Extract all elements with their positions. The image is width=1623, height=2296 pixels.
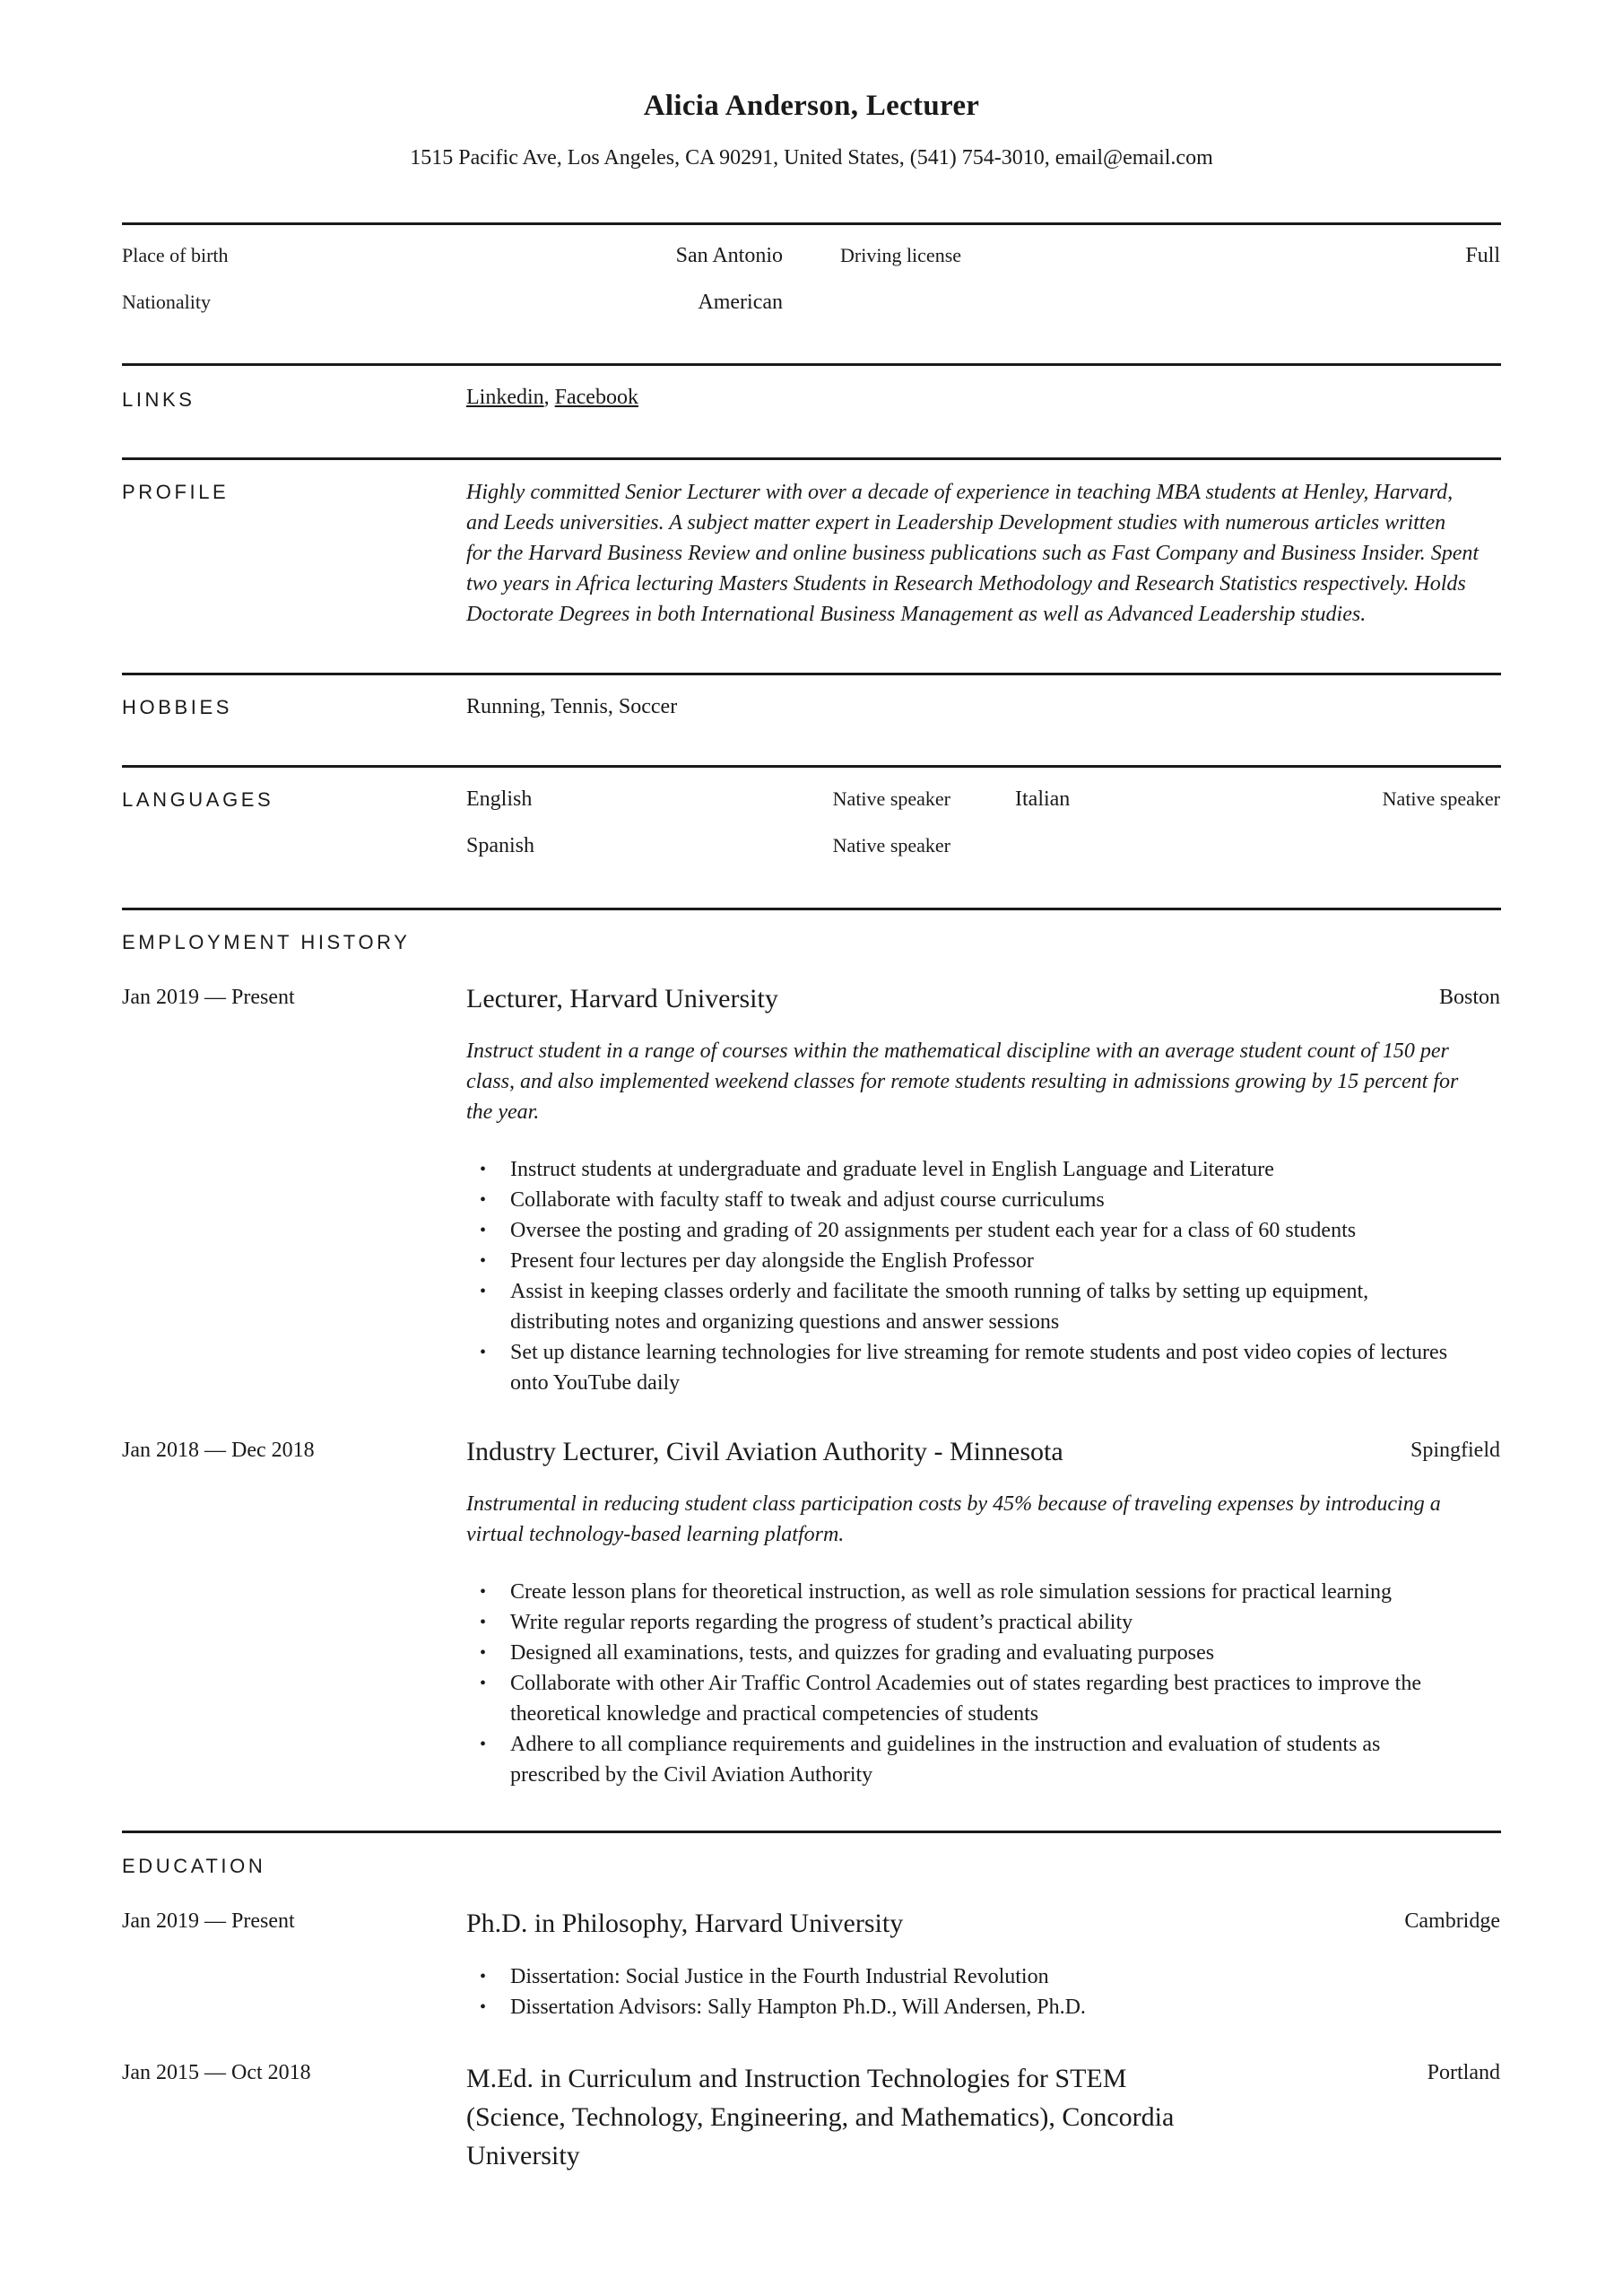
list-item — [466, 1276, 1506, 1337]
list-item-text: Instruct students at undergraduate and graduate level in English Language and Literature — [510, 1158, 1274, 1181]
profile-line: for the Harvard Business Review and online business publications such as Fast Company and Business Insider. Spent — [466, 542, 1480, 565]
job-bullets — [466, 1154, 1506, 1398]
profile-line: and Leeds universities. A subject matter expert in Leadership Development studies with numerous articles written — [466, 511, 1446, 535]
resume-header — [0, 90, 1623, 170]
summary-line: class, and also implemented weekend classes for remote students resulting in admissions growing by 15 percent for — [466, 1070, 1459, 1093]
summary-line: Instrumental in reducing student class participation costs by 45% because of traveling expenses by introducing a — [466, 1492, 1441, 1516]
divider — [122, 765, 1501, 768]
facebook-link[interactable]: Facebook — [554, 386, 638, 409]
education-bullets — [466, 1961, 1506, 2022]
list-item — [466, 1185, 1506, 1215]
divider — [122, 673, 1501, 675]
education-location: Cambridge — [1404, 1909, 1500, 1933]
job-title: Lecturer, Harvard University — [466, 984, 778, 1013]
divider — [122, 363, 1501, 366]
profile-text — [466, 477, 1506, 630]
nationality-value: American — [698, 291, 783, 314]
degree-title — [466, 2059, 1174, 2175]
summary-line: the year. — [466, 1100, 540, 1124]
education-dates: Jan 2019 — Present — [122, 1909, 295, 1933]
list-item-text: Present four lectures per day alongside the English Professor — [510, 1249, 1034, 1273]
list-item-text: Dissertation Advisors: Sally Hampton Ph.D., Will Andersen, Ph.D. — [510, 1996, 1086, 2019]
links-list — [466, 386, 638, 410]
degree-title: Ph.D. in Philosophy, Harvard University — [466, 1909, 904, 1938]
links-section-label: LINKS — [122, 388, 195, 411]
list-item-text: onto YouTube daily — [510, 1371, 681, 1395]
job-location: Spingfield — [1410, 1439, 1500, 1462]
place-of-birth-label: Place of birth — [122, 244, 229, 266]
languages-section-label: LANGUAGES — [122, 788, 274, 811]
list-item — [466, 1638, 1506, 1668]
driving-license-label: Driving license — [840, 244, 962, 266]
list-item — [466, 1668, 1506, 1729]
list-item-text: Create lesson plans for theoretical instruction, as well as role simulation sessions for practical learning — [510, 1580, 1393, 1604]
list-item-text: Dissertation: Social Justice in the Fourth Industrial Revolution — [510, 1965, 1049, 1988]
profile-line: Doctorate Degrees in both International Business Management as well as Advanced Leadership studies. — [466, 603, 1367, 626]
place-of-birth-value: San Antonio — [675, 244, 783, 267]
driving-license-value: Full — [1465, 244, 1500, 267]
divider — [122, 1831, 1501, 1833]
job-bullets — [466, 1577, 1506, 1790]
job-dates: Jan 2019 — Present — [122, 986, 295, 1009]
job-summary — [466, 1489, 1506, 1550]
list-item — [466, 1337, 1506, 1398]
list-item — [466, 1729, 1506, 1790]
divider — [122, 222, 1501, 225]
profile-line: Highly committed Senior Lecturer with over a decade of experience in teaching MBA students at Henley, Harvard, — [466, 481, 1454, 504]
job-summary — [466, 1036, 1506, 1127]
hobbies-value: Running, Tennis, Soccer — [466, 695, 678, 718]
language-name: Italian — [1015, 787, 1071, 811]
list-item — [466, 1961, 1506, 1992]
profile-section-label: PROFILE — [122, 481, 230, 503]
list-item-text: • Collaborate with other Air Traffic Control Academies out of states regarding best practices to improve the — [510, 1672, 1421, 1695]
job-dates: Jan 2018 — Dec 2018 — [122, 1439, 315, 1462]
list-item — [466, 1215, 1506, 1246]
degree-title-line: (Science, Technology, Engineering, and Mathematics), Concordia — [466, 2102, 1175, 2132]
language-level: Native speaker — [832, 787, 950, 810]
summary-line: Instruct student in a range of courses within the mathematical discipline with an average student count of 150 per — [466, 1039, 1449, 1063]
employment-section-label: EMPLOYMENT HISTORY — [122, 931, 411, 953]
degree-title-line: University — [466, 2141, 580, 2170]
list-item — [466, 1577, 1506, 1607]
list-item — [466, 1246, 1506, 1276]
degree-title-line: M.Ed. in Curriculum and Instruction Technologies for STEM — [466, 2064, 1127, 2093]
job-title: Industry Lecturer, Civil Aviation Authority - Minnesota — [466, 1437, 1063, 1466]
candidate-name: Alicia Anderson, Lecturer — [643, 90, 980, 122]
linkedin-link[interactable]: Linkedin — [466, 386, 544, 409]
nationality-label: Nationality — [122, 291, 211, 313]
job-location: Boston — [1438, 986, 1500, 1009]
profile-line: two years in Africa lecturing Masters Students in Research Methodology and Research Statistics respectively. Holds — [466, 572, 1466, 596]
education-section-label: EDUCATION — [122, 1855, 266, 1877]
language-name: Spanish — [466, 834, 535, 857]
list-item-text: prescribed by the Civil Aviation Authority — [510, 1763, 873, 1787]
divider — [122, 457, 1501, 460]
summary-line: virtual technology-based learning platform. — [466, 1523, 845, 1546]
education-location: Portland — [1427, 2061, 1500, 2084]
list-item-text: distributing notes and organizing questions and answer sessions — [510, 1310, 1060, 1334]
education-dates: Jan 2015 — Oct 2018 — [122, 2061, 311, 2084]
list-item-text: • Assist in keeping classes orderly and facilitate the smooth running of talks by setting up equipment, — [510, 1280, 1369, 1303]
links-separator: , — [543, 386, 550, 409]
divider — [122, 908, 1501, 910]
list-item-text: Write regular reports regarding the progress of student’s practical ability — [510, 1611, 1133, 1634]
list-item — [466, 1992, 1506, 2022]
list-item-text: theoretical knowledge and practical competencies of students — [510, 1702, 1039, 1726]
list-item-text: Oversee the posting and grading of 20 assignments per student each year for a class of 60 students — [510, 1219, 1357, 1242]
list-item-text: Collaborate with faculty staff to tweak and adjust course curriculums — [510, 1188, 1105, 1212]
list-item — [466, 1607, 1506, 1638]
language-level: Native speaker — [1382, 787, 1500, 810]
list-item-text: Designed all examinations, tests, and quizzes for grading and evaluating purposes — [510, 1641, 1215, 1665]
language-name: English — [466, 787, 533, 811]
language-level: Native speaker — [832, 834, 950, 857]
list-item — [466, 1154, 1506, 1185]
contact-line: 1515 Pacific Ave, Los Angeles, CA 90291, United States, (541) 754-3010, email@email.com — [410, 146, 1213, 170]
list-item-text: • Set up distance learning technologies for live streaming for remote students and post video copies of lectures — [510, 1341, 1448, 1364]
hobbies-section-label: HOBBIES — [122, 696, 233, 718]
list-item-text: • Adhere to all compliance requirements and guidelines in the instruction and evaluation of students as — [510, 1733, 1381, 1756]
